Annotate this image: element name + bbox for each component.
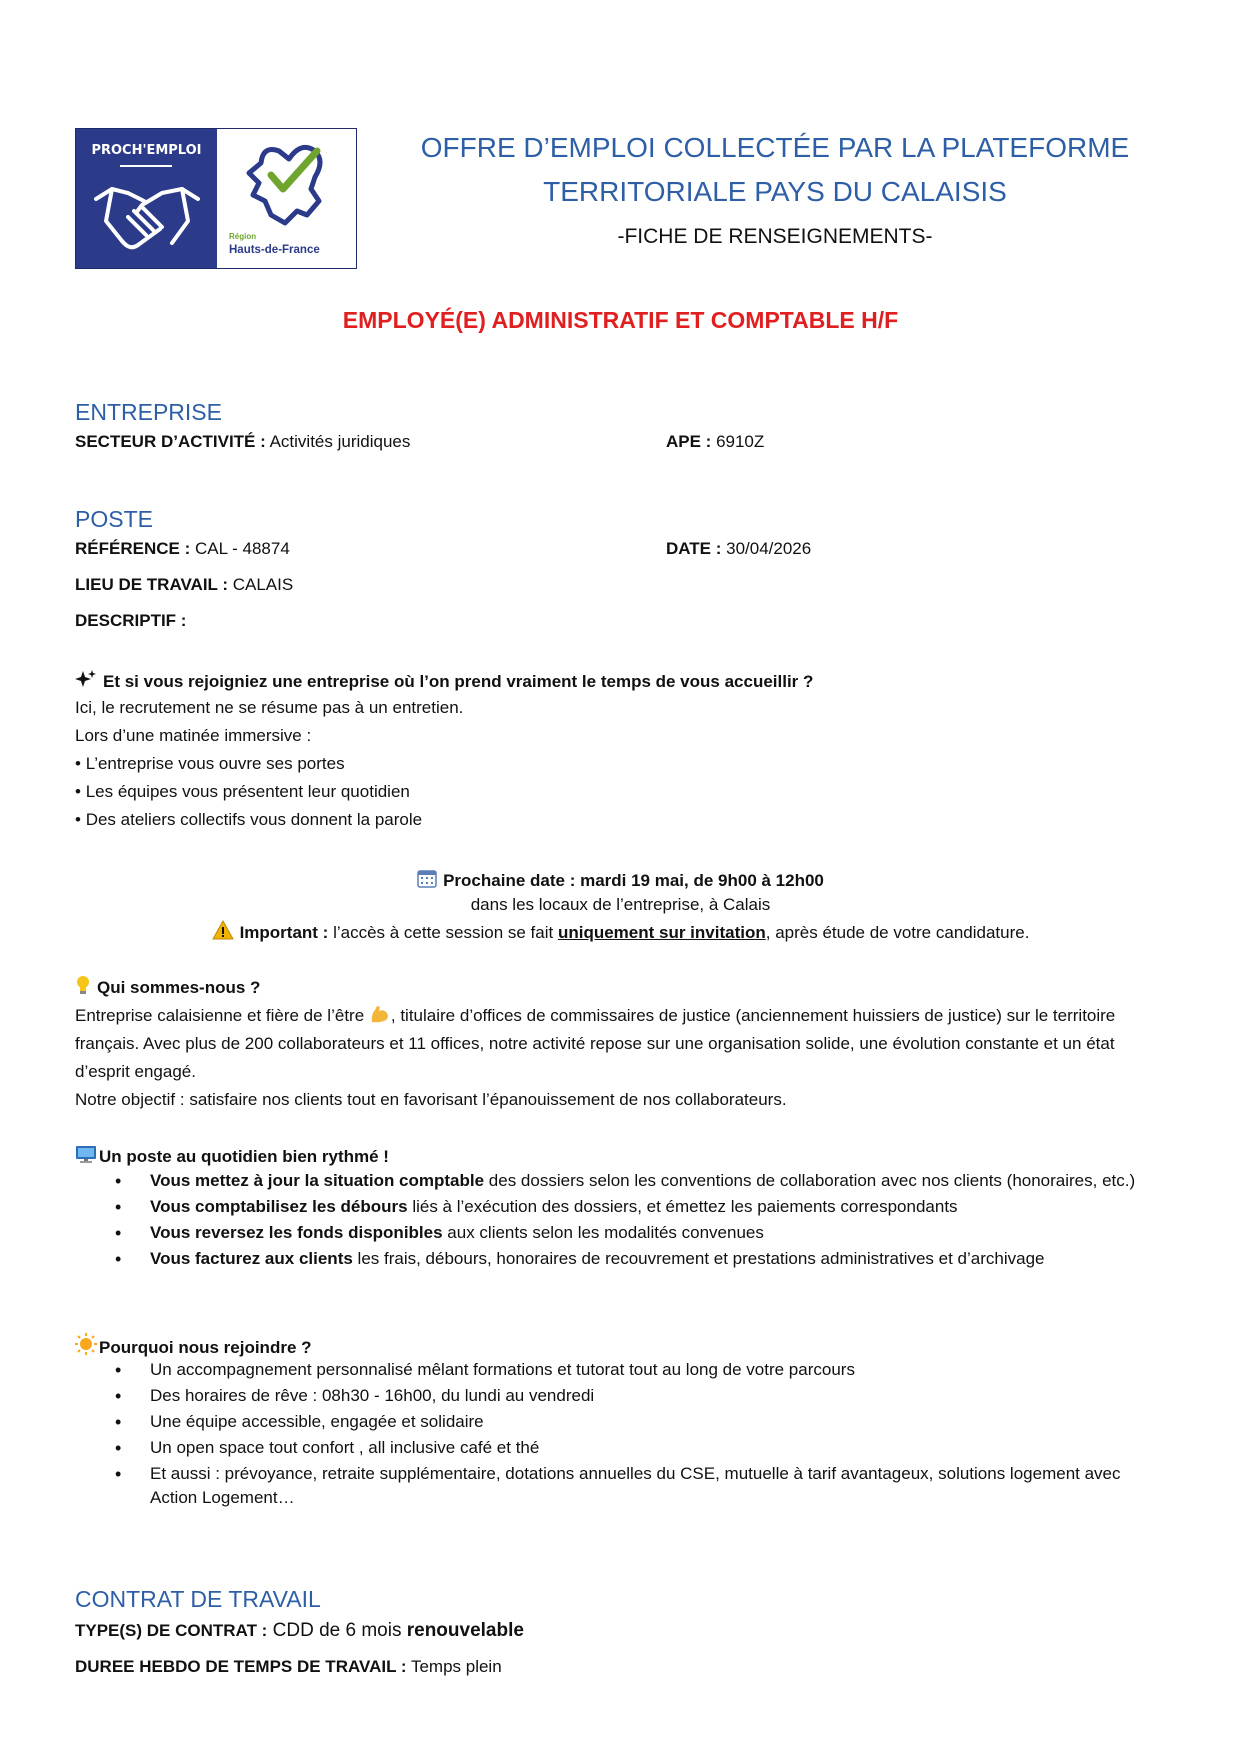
sparkles-icon [75, 669, 97, 689]
intro-bullet-text: Des ateliers collectifs vous donnent la parole [85, 810, 423, 829]
contrat-duree-value: Temps plein [406, 1657, 502, 1676]
contrat-duree-label: DUREE HEBDO DE TEMPS DE TRAVAIL : [75, 1657, 407, 1676]
handshake-icon [88, 171, 206, 261]
intro-line-1: Ici, le recrutement ne se résume pas à un entretien. [75, 698, 464, 717]
logo-region-name: Hauts-de-France [229, 244, 320, 256]
lightbulb-icon [75, 975, 91, 995]
contrat-type-value: CDD de 6 mois [267, 1620, 407, 1641]
warning-icon [212, 920, 234, 940]
qui-paragraph-2: Notre objectif : satisfaire nos clients tout en favorisant l’épanouissement de nos collaborateurs. [75, 1090, 787, 1109]
qui-p1-pre: Entreprise calaisienne et fière de l’être [75, 1006, 369, 1025]
list-item-bold: Vous mettez à jour la situation comptable [150, 1171, 485, 1190]
list-item-rest: liés à l’exécution des dossiers, et émettez les paiements correspondants [407, 1197, 958, 1216]
ape-label: APE : [666, 432, 712, 451]
list-item: • Une équipe accessible, engagée et solidaire [75, 1410, 1170, 1434]
date-value: 30/04/2026 [721, 539, 812, 558]
poste-quotidien-list [75, 1169, 1170, 1273]
logo-rule [120, 165, 172, 167]
contrat-type-bold: renouvelable [406, 1620, 524, 1641]
list-item: • Un open space tout confort , all inclusive café et thé [75, 1436, 1170, 1460]
list-item-rest: aux clients selon les modalités convenues [442, 1223, 764, 1242]
intro-line-2: Lors d’une matinée immersive : [75, 726, 312, 745]
logo-left-panel [76, 129, 217, 268]
prochemploi-logo [75, 128, 357, 269]
qui-paragraph-1 [75, 1002, 1170, 1086]
poste-quotidien-heading: Un poste au quotidien bien rythmé ! [99, 1147, 389, 1166]
header-line-2: TERRITORIALE PAYS DU CALAISIS [543, 176, 1007, 207]
pourquoi-heading-row [75, 1333, 312, 1359]
date-row [666, 538, 811, 560]
section-poste-heading: POSTE [75, 506, 153, 532]
sector-row [75, 431, 410, 453]
contrat-type-row [75, 1620, 524, 1642]
qui-heading: Qui sommes-nous ? [97, 978, 261, 997]
logo-region-label: Région [229, 232, 257, 241]
intro-bullet-1: • L’entreprise vous ouvre ses portes [75, 754, 345, 773]
contrat-type-label: TYPE(S) DE CONTRAT : [75, 1621, 268, 1640]
calendar-icon [417, 868, 437, 888]
ape-row [666, 431, 764, 453]
qui-heading-row [75, 975, 260, 999]
computer-icon [75, 1144, 97, 1164]
logo-brand-text: PROCH'EMPLOI [91, 143, 202, 158]
section-entreprise-heading: ENTREPRISE [75, 399, 222, 425]
lieu-label: LIEU DE TRAVAIL : [75, 575, 228, 594]
reference-value: CAL - 48874 [190, 539, 290, 558]
sector-value: Activités juridiques [265, 432, 411, 451]
intro-bullet-3: • Des ateliers collectifs vous donnent la parole [75, 810, 423, 829]
reference-row [75, 538, 290, 560]
session-location: dans les locaux de l’entreprise, à Calais [470, 895, 771, 914]
list-item-bold: Vous reversez les fonds disponibles [150, 1223, 443, 1242]
section-contrat-heading: CONTRAT DE TRAVAIL [75, 1586, 321, 1612]
job-title: EMPLOYÉ(E) ADMINISTRATIF ET COMPTABLE H/F [342, 307, 899, 333]
list-item [75, 1169, 1170, 1193]
intro-bullet-text: L’entreprise vous ouvre ses portes [85, 754, 345, 773]
sector-label: SECTEUR D’ACTIVITÉ : [75, 432, 266, 451]
pourquoi-list [75, 1358, 1170, 1512]
important-post: , après étude de votre candidature. [765, 923, 1030, 942]
list-item-rest: des dossiers selon les conventions de collaboration avec nos clients (honoraires, etc.) [484, 1171, 1136, 1190]
important-underline: uniquement sur invitation [557, 923, 766, 942]
intro-bullet-text: Les équipes vous présentent leur quotidien [85, 782, 410, 801]
list-item-bold: Vous comptabilisez les débours [150, 1197, 408, 1216]
important-label: Important : [239, 923, 329, 942]
header-line-1: OFFRE D’EMPLOI COLLECTÉE PAR LA PLATEFORME [420, 132, 1130, 163]
date-label: DATE : [666, 539, 722, 558]
logo-right-panel [217, 129, 355, 268]
list-item-rest: les frais, débours, honoraires de recouvrement et prestations administratives et d’archivage [352, 1249, 1045, 1268]
list-item: • Un accompagnement personnalisé mêlant formations et tutorat tout au long de votre parcours [75, 1358, 1170, 1382]
list-item: • Des horaires de rêve : 08h30 - 16h00, du lundi au vendredi [75, 1384, 1170, 1408]
flexed-biceps-icon [369, 1004, 391, 1024]
list-item-bold: Vous facturez aux clients [150, 1249, 353, 1268]
poste-quotidien-heading-row [75, 1144, 389, 1168]
qui-p1-post: , titulaire d’offices de commissaires de justice (anciennement huissiers de justice) sur le territoire français. Avec plus de 200 collaborateurs et 11 offices, notre activité repose sur une organisation solide, une évolution constante et un état d’esprit engagé. [75, 1006, 1116, 1081]
list-item [75, 1247, 1170, 1271]
lieu-value: CALAIS [228, 575, 294, 594]
france-heart-icon [241, 139, 331, 231]
next-date-text: Prochaine date : mardi 19 mai, de 9h00 à 12h00 [443, 871, 824, 890]
lieu-row [75, 574, 293, 596]
ape-value: 6910Z [711, 432, 765, 451]
descriptif-label: DESCRIPTIF : [75, 611, 187, 630]
list-item [75, 1195, 1170, 1219]
list-item [75, 1221, 1170, 1245]
list-item: • Et aussi : prévoyance, retraite supplémentaire, dotations annuelles du CSE, mutuelle à tarif avantageux, solutions logement avec Action Logement… [75, 1462, 1170, 1510]
pourquoi-heading: Pourquoi nous rejoindre ? [99, 1338, 312, 1357]
intro-bullet-2: • Les équipes vous présentent leur quotidien [75, 782, 410, 801]
descriptif-row [75, 610, 186, 632]
important-pre: l’accès à cette session se fait [328, 923, 558, 942]
header-subtitle: -FICHE DE RENSEIGNEMENTS- [617, 225, 933, 248]
important-row [0, 920, 1241, 944]
next-date-row [0, 868, 1241, 892]
contrat-duree-row [75, 1656, 502, 1678]
sun-icon [75, 1333, 97, 1355]
intro-question: Et si vous rejoigniez une entreprise où l’on prend vraiment le temps de vous accueillir ? [103, 672, 814, 691]
reference-label: RÉFÉRENCE : [75, 539, 191, 558]
intro-question-row [75, 669, 813, 693]
